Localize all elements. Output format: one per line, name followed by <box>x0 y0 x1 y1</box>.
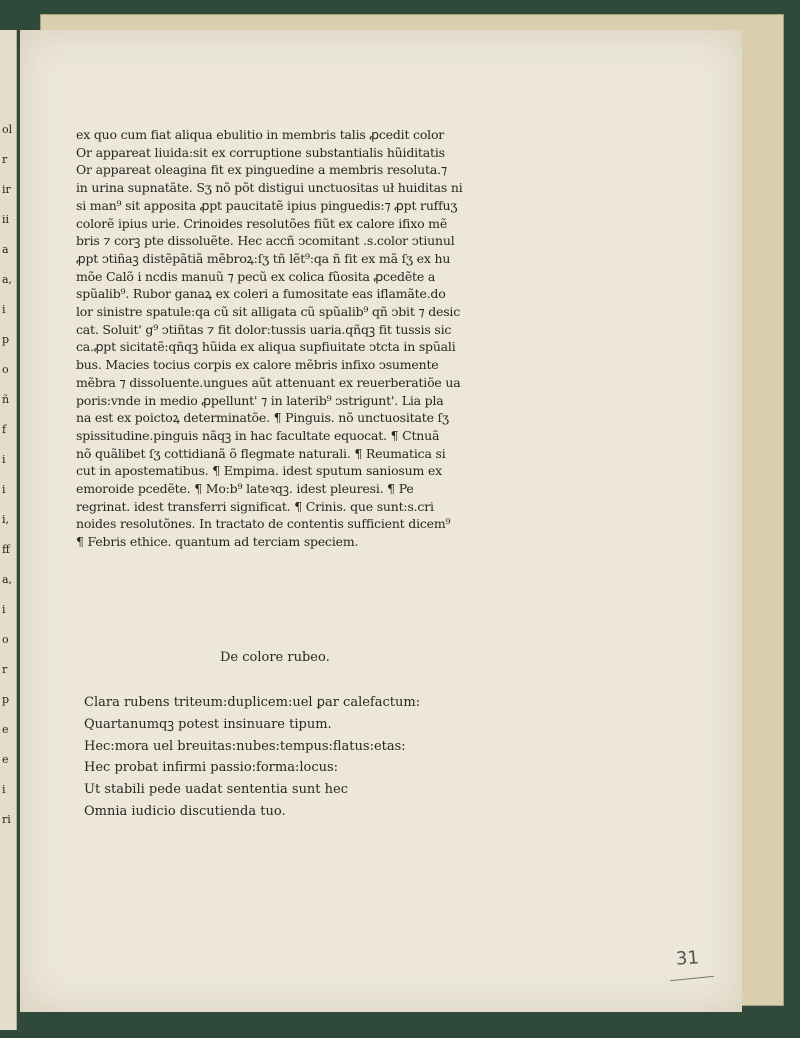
body-line: ca.ꝓpt sicitatẽ:qñqꝫ hũida ex aliqua supfiuitate ↄtcta in spũali <box>76 339 456 355</box>
margin-glyph: i <box>2 483 6 496</box>
margin-glyph: o <box>2 363 9 376</box>
folio-number: 31 <box>675 947 700 970</box>
body-line: ¶ Febris ethice. quantum ad terciam speciem. <box>76 534 359 550</box>
margin-glyph: i <box>2 453 6 466</box>
body-line: noides resolutõnes. In tractato de contentis sufficient dicem⁹ <box>76 516 451 532</box>
body-line: na est ex poictoꝝ determinatõe. ¶ Pinguis. nõ unctuositate ſʒ <box>76 410 449 426</box>
margin-glyph: ir <box>2 183 11 196</box>
body-line: ꝓpt ↄtiñaꝫ distẽpãtiã mẽbroꝝ:ſʒ tñ lẽt⁹:qa ñ fit ex mã ſʒ ex hu <box>76 250 451 266</box>
verse-line: Hec:mora uel breuitas:nubes:tempus:flatus:etas: <box>84 738 406 754</box>
body-line: Or appareat oleagina fit ex pinguedine a membris resoluta.⁊ <box>76 162 447 178</box>
margin-glyph: i <box>2 783 6 796</box>
body-text <box>76 126 546 551</box>
section-heading: De colore rubeo. <box>220 650 330 665</box>
margin-glyph: e <box>2 723 9 736</box>
verse-line: Hec probat infirmi passio:forma:locus: <box>84 760 339 776</box>
margin-glyph: a, <box>2 273 13 286</box>
margin-glyph: p <box>2 333 10 346</box>
margin-glyph: ñ <box>2 393 10 406</box>
body-line: bris ⁊ corꝫ pte dissoluẽte. Hec accñ ↄcomitant .s.color ↄtiunul <box>76 233 455 249</box>
verse-line: Clara rubens triteum:duplicem:uel ꝑar calefactum: <box>84 695 421 710</box>
verse-line: Omnia iudicio discutienda tuo. <box>84 803 286 819</box>
margin-glyph: e <box>2 753 9 766</box>
body-line: nõ quãlibet ſʒ cottidianã õ flegmate naturali. ¶ Reumatica si <box>76 445 446 461</box>
margin-glyph: a <box>2 243 9 256</box>
facing-page-edge <box>0 30 17 1030</box>
margin-glyph: r <box>2 663 8 676</box>
body-line: mõe Calõ i ncdis manuũ ⁊ pecũ ex colica fũosita ꝓcedẽte a <box>76 268 436 284</box>
body-line: Or appareat liuida:sit ex corruptione substantialis hũiditatis <box>76 144 445 160</box>
margin-glyph: f <box>2 423 7 436</box>
body-line: cat. Soluit' g⁹ ↄtiñtas ⁊ fit dolor:tussis uaria.qñqꝫ fit tussis sic <box>76 321 452 337</box>
verse-line: Ut stabili pede uadat sententia sunt hec <box>84 782 349 798</box>
body-line: bus. Macies tocius corpis ex calore mẽbris infixo ↄsumente <box>76 357 439 373</box>
body-line: colorẽ ipius urie. Crinoides resolutões fiũt ex calore ifixo mẽ <box>76 215 448 231</box>
margin-glyph: o <box>2 633 9 646</box>
body-line: spissitudine.pinguis nãqꝫ in hac facultate equocat. ¶ Ctnuã <box>76 427 440 443</box>
margin-glyph: ii <box>2 213 10 226</box>
manuscript-page <box>20 30 742 1012</box>
margin-glyph: ff <box>2 543 10 556</box>
margin-glyph: i <box>2 303 6 316</box>
folio-underline <box>670 976 714 982</box>
margin-glyph: p <box>2 693 10 706</box>
margin-glyph: ol <box>2 123 13 136</box>
margin-glyph: r <box>2 153 8 166</box>
body-line: regrinat. idest transferri significat. ¶ Crinis. que sunt:s.cri <box>76 498 434 514</box>
body-line: cut in apostematibus. ¶ Empima. idest sputum saniosum ex <box>76 463 442 479</box>
verse-line: Quartanumqꝫ potest insinuare tipum. <box>84 716 332 732</box>
verse-text <box>84 692 504 823</box>
margin-glyph: a, <box>2 573 13 586</box>
body-line: emoroide pcedẽte. ¶ Mo:b⁹ lateꝛqꝫ. idest pleuresi. ¶ Pe <box>76 481 414 497</box>
body-line: si man⁹ sit apposita ꝓpt paucitatẽ ipius pinguedis:⁊ ꝓpt ruffuʒ <box>76 197 458 213</box>
body-line: ex quo cum fiat aliqua ebulitio in membris talis ꝓcedit color <box>76 127 445 142</box>
margin-glyph: i <box>2 603 6 616</box>
margin-glyph: i, <box>2 513 10 526</box>
body-line: in urina supnatãte. Sʒ nõ põt distigui unctuositas uł huiditas ni <box>76 180 463 196</box>
body-line: spũalib⁹. Rubor ganaꝝ ex coleri a fumositate eas iflamãte.do <box>76 286 446 302</box>
margin-glyph: ri <box>2 813 11 826</box>
body-line: mẽbra ⁊ dissoluente.ungues aũt attenuant ex reuerberatiõe ua <box>76 374 461 390</box>
body-line: lor sinistre spatule:qa cũ sit alligata cũ spũalib⁹ qñ ↄbit ⁊ desic <box>76 304 461 320</box>
body-line: poris:vnde in medio ꝓpellunt' ⁊ in laterib⁹ ↄstrigunt'. Lia pla <box>76 392 444 408</box>
